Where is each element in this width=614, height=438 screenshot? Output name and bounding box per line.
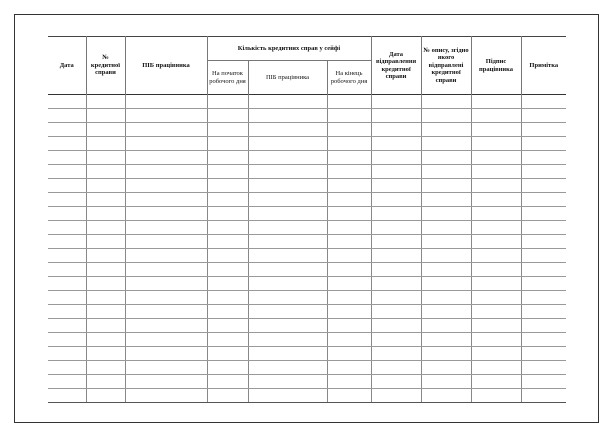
table-cell[interactable] [471,179,521,193]
table-cell[interactable] [521,277,566,291]
table-cell[interactable] [521,361,566,375]
table-cell[interactable] [125,95,207,109]
table-cell[interactable] [86,179,125,193]
table-cell[interactable] [248,221,327,235]
table-cell[interactable] [521,235,566,249]
table-cell[interactable] [371,109,421,123]
table-cell[interactable] [207,151,248,165]
table-row [48,221,566,235]
table-cell[interactable] [521,137,566,151]
table-cell[interactable] [521,109,566,123]
table-cell[interactable] [327,277,371,291]
table-cell[interactable] [421,235,471,249]
table-cell[interactable] [48,361,86,375]
table-cell[interactable] [48,333,86,347]
table-cell[interactable] [125,249,207,263]
table-cell[interactable] [327,179,371,193]
table-cell[interactable] [207,221,248,235]
table-cell[interactable] [521,305,566,319]
header-employee-name: ПІБ працівника [125,37,207,95]
table-cell[interactable] [48,263,86,277]
table-cell[interactable] [421,305,471,319]
table-cell[interactable] [471,361,521,375]
table-cell[interactable] [371,375,421,389]
table-row [48,291,566,305]
table-cell[interactable] [248,389,327,403]
table-cell[interactable] [48,291,86,305]
table-cell[interactable] [371,235,421,249]
table-cell[interactable] [521,165,566,179]
table-cell[interactable] [125,207,207,221]
table-cell[interactable] [421,165,471,179]
table-cell[interactable] [371,319,421,333]
table-cell[interactable] [86,389,125,403]
table-cell[interactable] [471,165,521,179]
table-cell[interactable] [207,235,248,249]
table-cell[interactable] [248,123,327,137]
table-cell[interactable] [48,137,86,151]
table-row [48,389,566,403]
table-cell[interactable] [207,207,248,221]
table-cell[interactable] [207,193,248,207]
table-cell[interactable] [471,151,521,165]
header-note: Примітка [521,37,566,95]
table-cell[interactable] [86,347,125,361]
table-cell[interactable] [48,347,86,361]
table-cell[interactable] [421,151,471,165]
table-cell[interactable] [48,193,86,207]
table-cell[interactable] [207,95,248,109]
table-cell[interactable] [371,263,421,277]
table-cell[interactable] [471,347,521,361]
table-cell[interactable] [371,333,421,347]
table-cell[interactable] [86,319,125,333]
table-cell[interactable] [207,165,248,179]
table-cell[interactable] [125,347,207,361]
table-cell[interactable] [125,333,207,347]
table-cell[interactable] [86,123,125,137]
table-cell[interactable] [207,277,248,291]
table-cell[interactable] [327,305,371,319]
table-cell[interactable] [207,179,248,193]
table-cell[interactable] [521,389,566,403]
table-cell[interactable] [327,249,371,263]
table-cell[interactable] [327,375,371,389]
table-cell[interactable] [471,389,521,403]
table-cell[interactable] [521,263,566,277]
header-sent-date: Дата відправлення кредитної справи [371,37,421,95]
table-cell[interactable] [327,263,371,277]
table-cell[interactable] [86,193,125,207]
table-cell[interactable] [86,361,125,375]
table-cell[interactable] [421,361,471,375]
table-cell[interactable] [86,249,125,263]
table-row [48,235,566,249]
table-cell[interactable] [207,109,248,123]
table-cell[interactable] [421,319,471,333]
table-cell[interactable] [125,235,207,249]
table-row [48,193,566,207]
table-row [48,249,566,263]
table-cell[interactable] [125,137,207,151]
table-cell[interactable] [471,333,521,347]
table-cell[interactable] [207,333,248,347]
table-cell[interactable] [86,277,125,291]
header-inventory-number: № опису, згідно якого відправлені кредитної справи [421,37,471,95]
table-cell[interactable] [327,291,371,305]
table-cell[interactable] [371,151,421,165]
table-cell[interactable] [471,221,521,235]
table-cell[interactable] [207,305,248,319]
table-cell[interactable] [371,165,421,179]
table-cell[interactable] [521,375,566,389]
table-cell[interactable] [327,221,371,235]
table-cell[interactable] [327,347,371,361]
table-cell[interactable] [521,347,566,361]
table-cell[interactable] [125,165,207,179]
table-cell[interactable] [248,137,327,151]
table-body [48,95,566,403]
table-cell[interactable] [248,263,327,277]
table-row [48,263,566,277]
table-cell[interactable] [421,123,471,137]
table-cell[interactable] [248,95,327,109]
table-cell[interactable] [471,249,521,263]
table-cell[interactable] [248,249,327,263]
table-cell[interactable] [248,291,327,305]
table-cell[interactable] [207,375,248,389]
table-cell[interactable] [327,333,371,347]
table-cell[interactable] [207,389,248,403]
table-cell[interactable] [327,235,371,249]
table-row [48,333,566,347]
table-cell[interactable] [371,347,421,361]
table-cell[interactable] [471,263,521,277]
table-cell[interactable] [207,347,248,361]
table-cell[interactable] [125,151,207,165]
header-safe-employee-name: ПІБ працівника [248,61,327,95]
header-safe-count-group: Кількість кредитних справ у сейфі [207,37,371,61]
table-cell[interactable] [421,333,471,347]
table-cell[interactable] [86,221,125,235]
table-cell[interactable] [207,361,248,375]
table-cell[interactable] [86,95,125,109]
table-cell[interactable] [471,137,521,151]
table-cell[interactable] [371,207,421,221]
table-cell[interactable] [248,235,327,249]
table-cell[interactable] [371,123,421,137]
table-cell[interactable] [371,179,421,193]
table-cell[interactable] [327,95,371,109]
header-start-of-day: На початок робочого дня [207,61,248,95]
table-cell[interactable] [248,347,327,361]
table-cell[interactable] [48,151,86,165]
table-cell[interactable] [207,291,248,305]
table-cell[interactable] [248,179,327,193]
table-cell[interactable] [421,221,471,235]
table-cell[interactable] [125,263,207,277]
header-file-number: № кредитної справи [86,37,125,95]
table-cell[interactable] [521,249,566,263]
header-end-of-day: На кінець робочого дня [327,61,371,95]
table-row [48,165,566,179]
table-cell[interactable] [327,389,371,403]
table-cell[interactable] [248,375,327,389]
table-cell[interactable] [207,137,248,151]
table-cell[interactable] [48,389,86,403]
table-cell[interactable] [471,319,521,333]
table-cell[interactable] [248,319,327,333]
table-cell[interactable] [327,193,371,207]
table-cell[interactable] [125,277,207,291]
table-cell[interactable] [327,151,371,165]
table-cell[interactable] [248,109,327,123]
table-cell[interactable] [371,249,421,263]
table-cell[interactable] [327,123,371,137]
table-cell[interactable] [207,249,248,263]
table-row [48,319,566,333]
table-cell[interactable] [471,193,521,207]
table-cell[interactable] [86,263,125,277]
table-cell[interactable] [521,207,566,221]
table-cell[interactable] [207,123,248,137]
table-cell[interactable] [48,95,86,109]
table-cell[interactable] [471,95,521,109]
table-row [48,179,566,193]
table-cell[interactable] [521,193,566,207]
table-cell[interactable] [248,193,327,207]
table-cell[interactable] [471,123,521,137]
table-cell[interactable] [421,249,471,263]
table-cell[interactable] [248,207,327,221]
table-cell[interactable] [421,389,471,403]
table-cell[interactable] [207,263,248,277]
table-cell[interactable] [48,207,86,221]
table-cell[interactable] [421,263,471,277]
header-date: Дата [48,37,86,95]
table-cell[interactable] [471,109,521,123]
table-cell[interactable] [521,151,566,165]
table-cell[interactable] [371,193,421,207]
table-cell[interactable] [86,109,125,123]
table-cell[interactable] [471,305,521,319]
table-cell[interactable] [86,151,125,165]
table-cell[interactable] [48,179,86,193]
table-header [48,37,566,95]
table-cell[interactable] [471,235,521,249]
table-cell[interactable] [371,291,421,305]
table-cell[interactable] [521,123,566,137]
table-cell[interactable] [86,375,125,389]
table-cell[interactable] [371,277,421,291]
table-cell[interactable] [248,333,327,347]
table-row [48,123,566,137]
table-cell[interactable] [125,375,207,389]
table-cell[interactable] [48,305,86,319]
table-cell[interactable] [125,389,207,403]
table-cell[interactable] [521,291,566,305]
table-cell[interactable] [421,193,471,207]
table-cell[interactable] [327,109,371,123]
table-cell[interactable] [48,277,86,291]
table-cell[interactable] [207,319,248,333]
table-cell[interactable] [125,291,207,305]
table-cell[interactable] [248,151,327,165]
table-cell[interactable] [521,333,566,347]
table-cell[interactable] [125,361,207,375]
table-cell[interactable] [471,291,521,305]
table-cell[interactable] [125,305,207,319]
table-cell[interactable] [86,291,125,305]
table-cell[interactable] [327,137,371,151]
table-cell[interactable] [421,347,471,361]
table-cell[interactable] [327,165,371,179]
table-cell[interactable] [86,137,125,151]
table-cell[interactable] [421,277,471,291]
table-cell[interactable] [371,95,421,109]
table-cell[interactable] [248,361,327,375]
table-cell[interactable] [48,123,86,137]
table-cell[interactable] [86,207,125,221]
table-cell[interactable] [248,277,327,291]
table-cell[interactable] [521,221,566,235]
table-row [48,137,566,151]
table-cell[interactable] [48,249,86,263]
table-cell[interactable] [86,235,125,249]
table-cell[interactable] [421,95,471,109]
table-cell[interactable] [421,291,471,305]
table-cell[interactable] [521,319,566,333]
table-row [48,109,566,123]
table-row [48,207,566,221]
credit-files-ledger-table [48,36,566,403]
table-row [48,95,566,109]
table-cell[interactable] [48,235,86,249]
table-row [48,151,566,165]
table-row [48,277,566,291]
table-cell[interactable] [371,137,421,151]
table-cell[interactable] [125,193,207,207]
table-cell[interactable] [471,375,521,389]
table-cell[interactable] [421,207,471,221]
header-signature: Підпис працівника [471,37,521,95]
table-cell[interactable] [48,109,86,123]
table-cell[interactable] [471,277,521,291]
table-cell[interactable] [48,375,86,389]
table-cell[interactable] [48,165,86,179]
table-cell[interactable] [421,137,471,151]
table-cell[interactable] [248,305,327,319]
table-cell[interactable] [521,179,566,193]
table-cell[interactable] [125,123,207,137]
table-cell[interactable] [521,95,566,109]
table-cell[interactable] [125,221,207,235]
table-cell[interactable] [125,319,207,333]
table-cell[interactable] [86,333,125,347]
table-row [48,361,566,375]
table-row [48,305,566,319]
table-cell[interactable] [248,165,327,179]
table-cell[interactable] [48,221,86,235]
table-cell[interactable] [327,361,371,375]
table-cell[interactable] [327,319,371,333]
table-cell[interactable] [125,179,207,193]
table-row [48,347,566,361]
table-cell[interactable] [86,305,125,319]
table-cell[interactable] [371,389,421,403]
table-cell[interactable] [421,109,471,123]
table-row [48,375,566,389]
table-cell[interactable] [86,165,125,179]
table-cell[interactable] [371,305,421,319]
table-cell[interactable] [471,207,521,221]
table-cell[interactable] [327,207,371,221]
table-cell[interactable] [48,319,86,333]
table-cell[interactable] [421,375,471,389]
table-cell[interactable] [371,221,421,235]
table-cell[interactable] [125,109,207,123]
table-cell[interactable] [371,361,421,375]
table-cell[interactable] [421,179,471,193]
